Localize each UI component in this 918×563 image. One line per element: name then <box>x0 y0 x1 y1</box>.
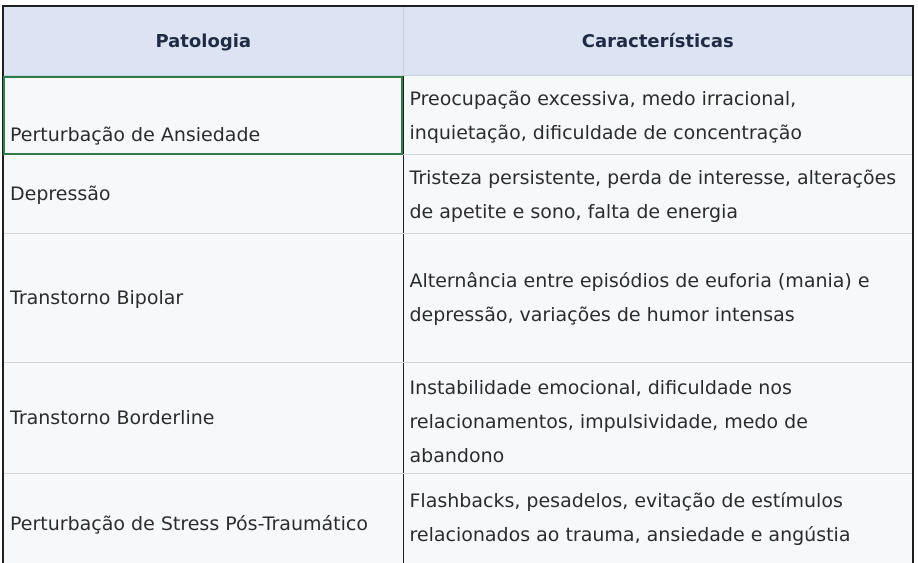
cell-patologia-selected[interactable] <box>3 76 403 155</box>
cell-patologia[interactable] <box>3 474 403 563</box>
cell-caracteristicas[interactable] <box>403 155 913 234</box>
cell-caracteristicas[interactable] <box>403 363 913 474</box>
table-row <box>3 363 913 474</box>
cell-text: Preocupação excessiva, medo irracional, inquietação, dificuldade de concentração <box>409 88 803 144</box>
cell-caracteristicas[interactable] <box>403 76 913 155</box>
pathology-table <box>2 5 914 563</box>
cell-text: Flashbacks, pesadelos, evitação de estímulos relacionados ao trauma, ansiedade e angústia <box>409 490 851 546</box>
cell-text: Tristeza persistente, perda de interesse, alterações de apetite e sono, falta de energia <box>409 167 897 223</box>
cell-text: Perturbação de Stress Pós-Traumático <box>10 513 368 535</box>
header-row <box>3 6 913 76</box>
table-row <box>3 76 913 155</box>
header-patologia[interactable]: Patologia <box>3 6 403 76</box>
cell-text: Instabilidade emocional, dificuldade nos relacionamentos, impulsividade, medo de abandono <box>409 377 808 467</box>
cell-text: Depressão <box>10 183 111 205</box>
table-row <box>3 474 913 563</box>
cell-text: Alternância entre episódios de euforia (mania) e depressão, variações de humor intensas <box>409 270 870 326</box>
cell-caracteristicas[interactable] <box>403 474 913 563</box>
cell-text: Transtorno Bipolar <box>10 287 184 309</box>
table-row <box>3 234 913 363</box>
header-caracteristicas[interactable]: Características <box>403 6 913 76</box>
cell-patologia[interactable] <box>3 155 403 234</box>
cell-patologia[interactable] <box>3 363 403 474</box>
cell-caracteristicas[interactable] <box>403 234 913 363</box>
table-row <box>3 155 913 234</box>
cell-patologia[interactable] <box>3 234 403 363</box>
cell-text: Perturbação de Ansiedade <box>10 124 261 146</box>
cell-text: Transtorno Borderline <box>10 407 215 429</box>
